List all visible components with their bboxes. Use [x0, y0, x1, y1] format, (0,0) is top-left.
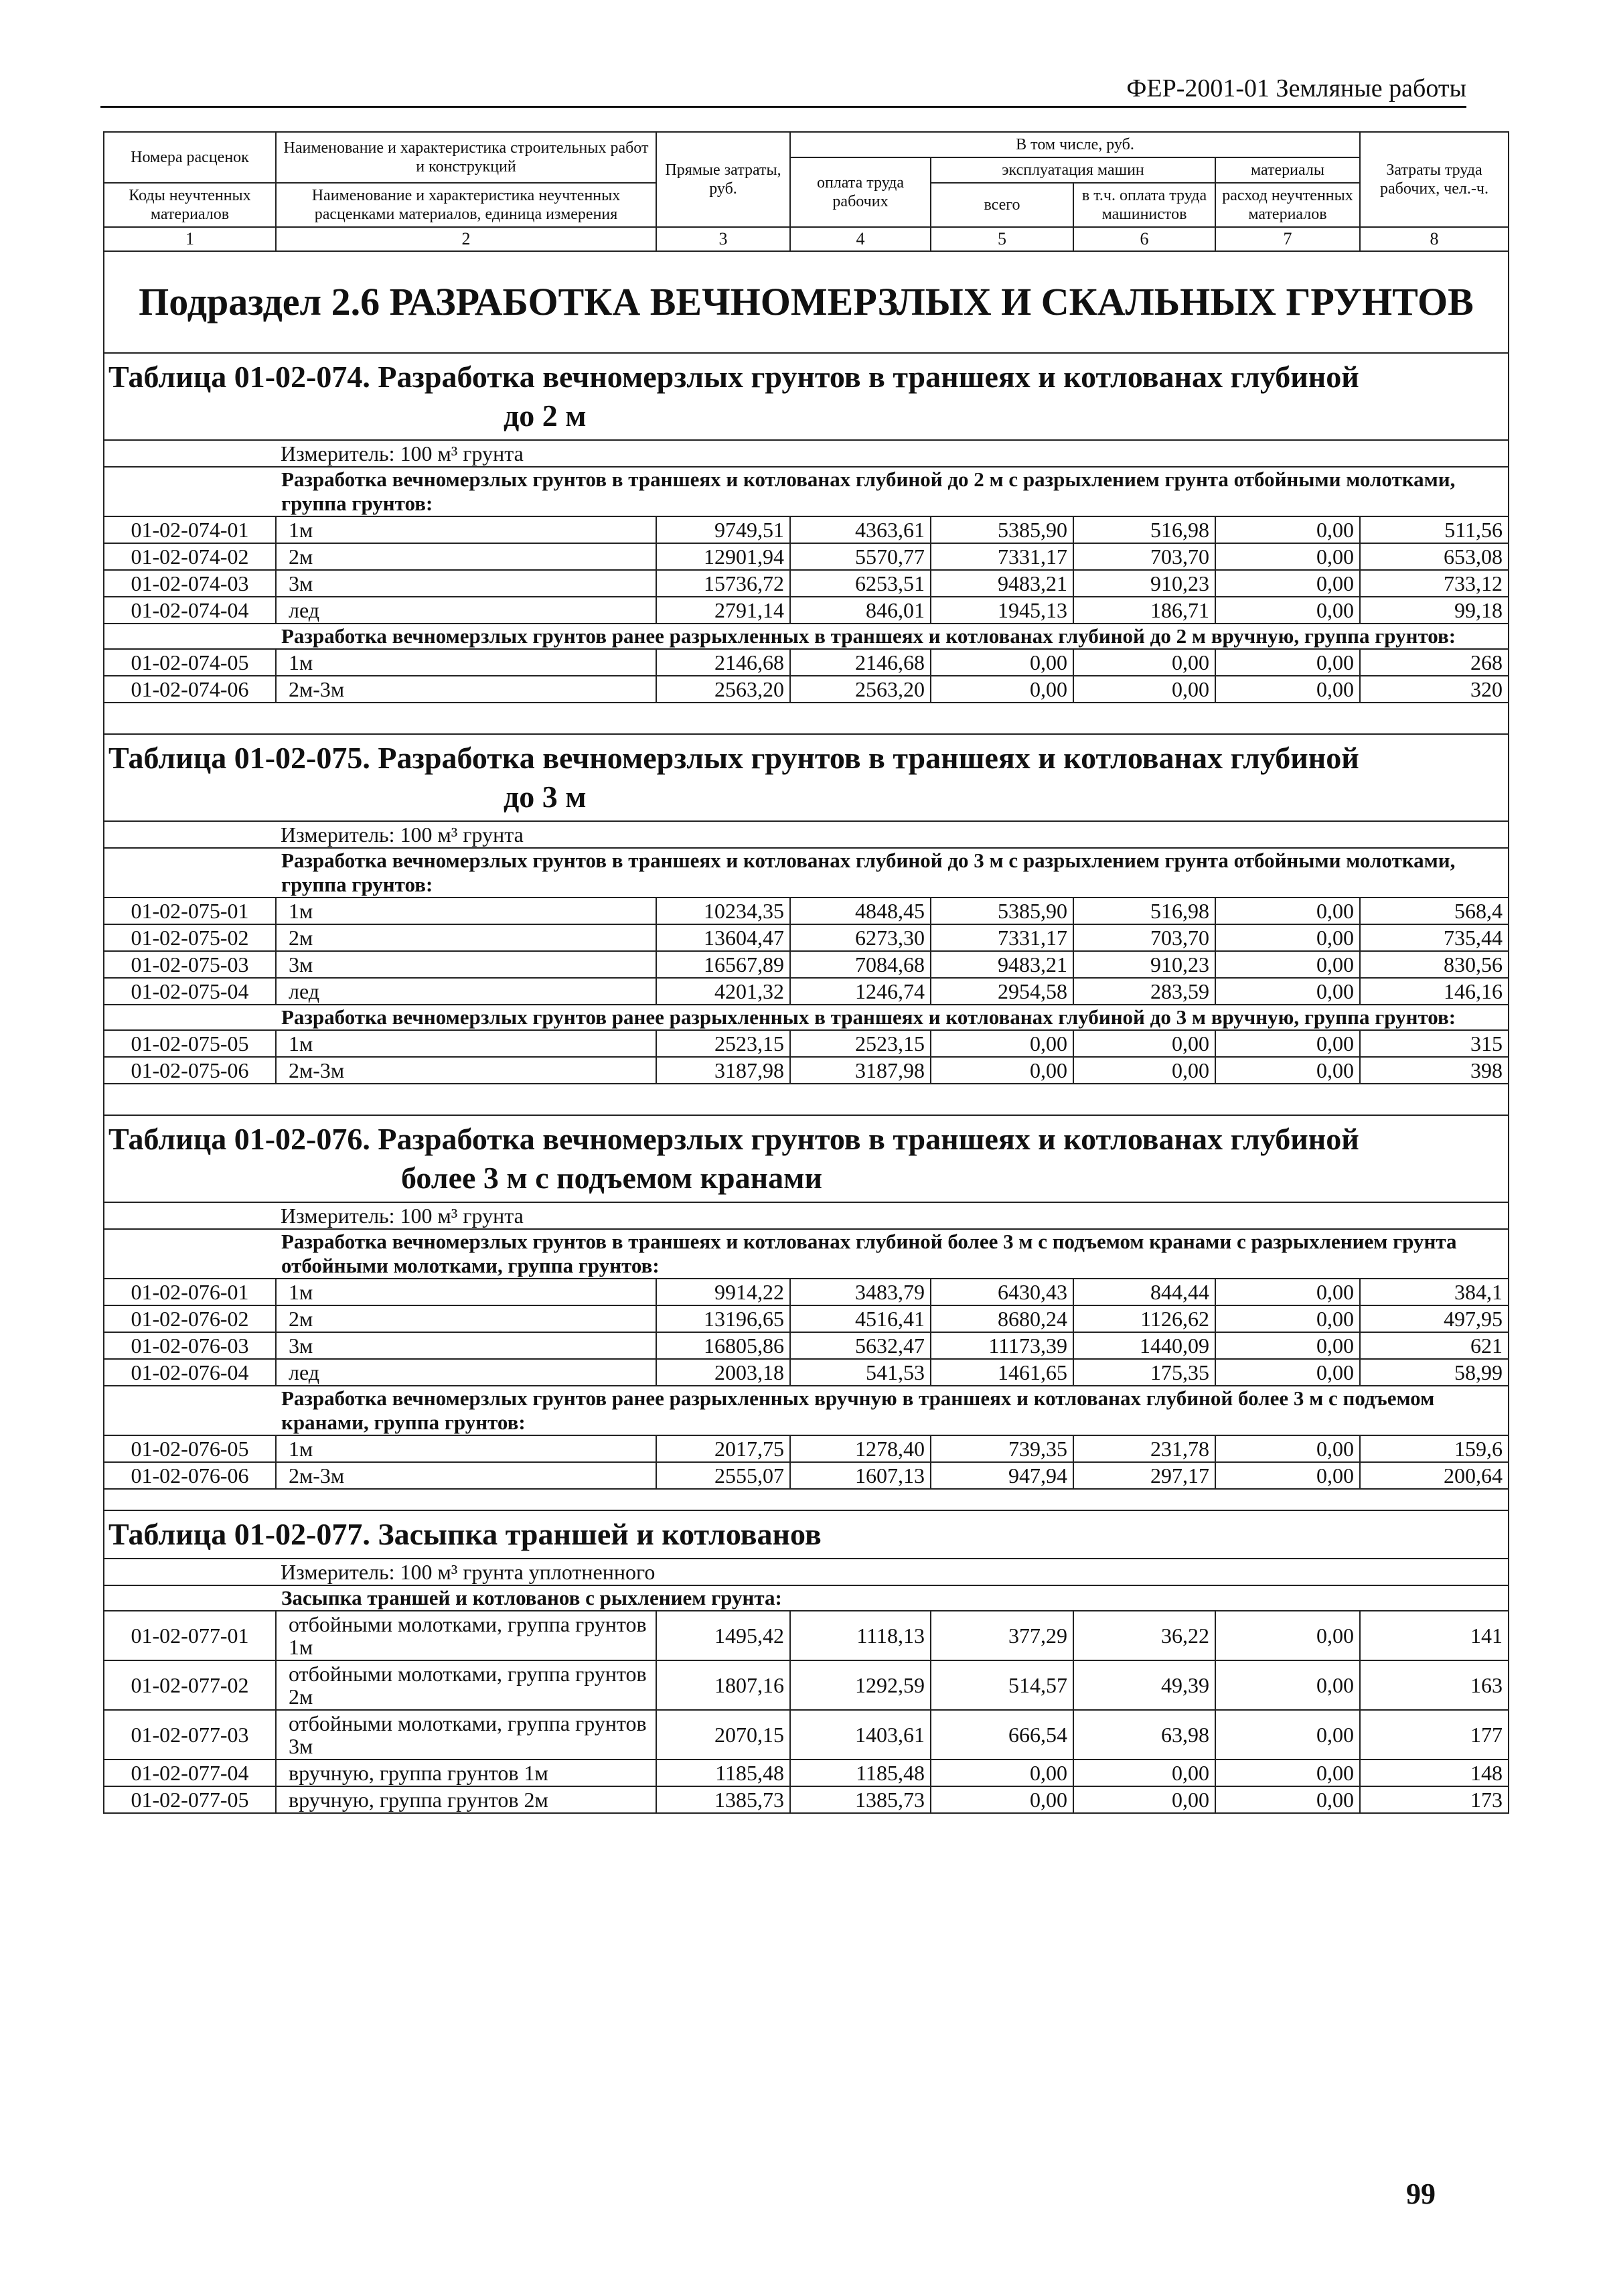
machines-total: 0,00: [931, 649, 1073, 676]
material-consumption: 0,00: [1215, 543, 1360, 570]
worker-pay: 1292,59: [790, 1660, 931, 1710]
work-name: 1м: [276, 516, 656, 543]
material-consumption: 0,00: [1215, 649, 1360, 676]
gap-cell: [104, 1489, 1509, 1510]
measure-unit: Измеритель: 100 м³ грунта: [281, 822, 524, 847]
rate-code: 01-02-075-04: [104, 978, 276, 1005]
operator-pay: 0,00: [1073, 676, 1215, 703]
header-row-1: [104, 132, 1509, 157]
column-number: 7: [1215, 227, 1360, 251]
labor-hours: 568,4: [1360, 898, 1509, 924]
section-row: [104, 251, 1509, 353]
direct-costs: 2070,15: [656, 1710, 790, 1760]
worker-pay: 4516,41: [790, 1305, 931, 1332]
table-row: [104, 898, 1509, 924]
direct-costs: 9749,51: [656, 516, 790, 543]
table-row: [104, 649, 1509, 676]
machines-total: 5385,90: [931, 516, 1073, 543]
column-number: 3: [656, 227, 790, 251]
labor-hours: 148: [1360, 1760, 1509, 1786]
rate-code: 01-02-074-02: [104, 543, 276, 570]
direct-costs: 2523,15: [656, 1030, 790, 1057]
group-heading: Разработка вечномерзлых грунтов ранее разрыхленных в траншеях и котлованах глубиной до 3 м вручную, группа грунтов:: [276, 1005, 1509, 1030]
measure-unit: Измеритель: 100 м³ грунта: [281, 441, 524, 465]
rate-code: 01-02-075-06: [104, 1057, 276, 1084]
labor-hours: 163: [1360, 1660, 1509, 1710]
labor-hours: 159,6: [1360, 1435, 1509, 1462]
section-title: Подраздел 2.6 РАЗРАБОТКА ВЕЧНОМЕРЗЛЫХ И СКАЛЬНЫХ ГРУНТОВ: [104, 251, 1509, 353]
machines-total: 0,00: [931, 1760, 1073, 1786]
group-heading-row: [104, 624, 1509, 649]
worker-pay: 541,53: [790, 1359, 931, 1386]
material-consumption: 0,00: [1215, 1462, 1360, 1489]
rate-code: 01-02-077-04: [104, 1760, 276, 1786]
measure-cell: [104, 440, 1509, 467]
machines-total: 1461,65: [931, 1359, 1073, 1386]
column-number: 2: [276, 227, 656, 251]
group-heading: Разработка вечномерзлых грунтов в траншеях и котлованах глубиной до 2 м с разрыхлением грунта отбойными молотками, группа грунтов:: [276, 467, 1509, 516]
table-row: [104, 951, 1509, 978]
table-row: [104, 1030, 1509, 1057]
page-header: [100, 72, 1466, 108]
table-row: [104, 1359, 1509, 1386]
table-row: [104, 1332, 1509, 1359]
group-heading: Засыпка траншей и котлованов с рыхлением грунта:: [276, 1585, 1509, 1611]
operator-pay: 175,35: [1073, 1359, 1215, 1386]
machines-total: 377,29: [931, 1611, 1073, 1660]
table-title-row: [104, 1115, 1509, 1202]
work-name: 1м: [276, 1435, 656, 1462]
table-row: [104, 1760, 1509, 1786]
column-numbers-row: [104, 227, 1509, 251]
rate-code: 01-02-074-06: [104, 676, 276, 703]
measure-unit: Измеритель: 100 м³ грунта: [281, 1204, 524, 1228]
labor-hours: 99,18: [1360, 597, 1509, 624]
worker-pay: 3483,79: [790, 1279, 931, 1305]
rate-code: 01-02-076-05: [104, 1435, 276, 1462]
col-rate-number-header: Номера расценок: [104, 132, 276, 183]
labor-hours: 58,99: [1360, 1359, 1509, 1386]
operator-pay: 0,00: [1073, 1760, 1215, 1786]
work-name: отбойными молотками, группа грунтов 3м: [276, 1710, 656, 1760]
table-row: [104, 1435, 1509, 1462]
table-title-row: [104, 1510, 1509, 1559]
direct-costs: 16567,89: [656, 951, 790, 978]
labor-hours: 830,56: [1360, 951, 1509, 978]
gap-cell: [104, 1084, 1509, 1115]
table-row: [104, 597, 1509, 624]
work-name: 2м: [276, 1305, 656, 1332]
worker-pay: 1607,13: [790, 1462, 931, 1489]
rate-code: 01-02-077-03: [104, 1710, 276, 1760]
group-heading-spacer: [104, 848, 276, 898]
machines-total: 2954,58: [931, 978, 1073, 1005]
direct-costs: 2017,75: [656, 1435, 790, 1462]
col-work-name-header: Наименование и характеристика строительных работ и конструкций: [276, 132, 656, 183]
material-consumption: 0,00: [1215, 597, 1360, 624]
material-consumption: 0,00: [1215, 1057, 1360, 1084]
material-consumption: 0,00: [1215, 1305, 1360, 1332]
worker-pay: 1278,40: [790, 1435, 931, 1462]
group-heading-spacer: [104, 1585, 276, 1611]
material-consumption: 0,00: [1215, 951, 1360, 978]
group-heading-spacer: [104, 624, 276, 649]
labor-hours: 735,44: [1360, 924, 1509, 951]
material-consumption: 0,00: [1215, 978, 1360, 1005]
machines-total: 5385,90: [931, 898, 1073, 924]
worker-pay: 846,01: [790, 597, 931, 624]
group-heading: Разработка вечномерзлых грунтов ранее разрыхленных вручную в траншеях и котлованах глубиной более 3 м с подъемом кранами, группа грунтов:: [276, 1386, 1509, 1435]
work-name: 2м: [276, 543, 656, 570]
group-heading-row: [104, 1229, 1509, 1279]
material-consumption: 0,00: [1215, 1435, 1360, 1462]
table-row: [104, 516, 1509, 543]
worker-pay: 1118,13: [790, 1611, 931, 1660]
worker-pay: 1246,74: [790, 978, 931, 1005]
machines-total: 739,35: [931, 1435, 1073, 1462]
measure-unit: Измеритель: 100 м³ грунта уплотненного: [281, 1560, 656, 1584]
labor-hours: 141: [1360, 1611, 1509, 1660]
rate-code: 01-02-077-05: [104, 1786, 276, 1813]
col-machines-total-header: всего: [931, 183, 1073, 227]
material-consumption: 0,00: [1215, 1359, 1360, 1386]
work-name: 1м: [276, 898, 656, 924]
column-number: 6: [1073, 227, 1215, 251]
worker-pay: 1185,48: [790, 1760, 931, 1786]
work-name: вручную, группа грунтов 1м: [276, 1760, 656, 1786]
operator-pay: 283,59: [1073, 978, 1215, 1005]
table-row: [104, 1710, 1509, 1760]
operator-pay: 0,00: [1073, 1786, 1215, 1813]
operator-pay: 0,00: [1073, 1057, 1215, 1084]
labor-hours: 653,08: [1360, 543, 1509, 570]
material-consumption: 0,00: [1215, 1611, 1360, 1660]
direct-costs: 2563,20: [656, 676, 790, 703]
worker-pay: 6253,51: [790, 570, 931, 597]
worker-pay: 7084,68: [790, 951, 931, 978]
operator-pay: 0,00: [1073, 649, 1215, 676]
machines-total: 7331,17: [931, 924, 1073, 951]
direct-costs: 2146,68: [656, 649, 790, 676]
rate-code: 01-02-074-04: [104, 597, 276, 624]
work-name: лед: [276, 1359, 656, 1386]
direct-costs: 10234,35: [656, 898, 790, 924]
work-name: отбойными молотками, группа грунтов 1м: [276, 1611, 656, 1660]
column-number: 1: [104, 227, 276, 251]
group-heading-row: [104, 1005, 1509, 1030]
rate-code: 01-02-077-02: [104, 1660, 276, 1710]
rate-code: 01-02-075-02: [104, 924, 276, 951]
worker-pay: 5632,47: [790, 1332, 931, 1359]
labor-hours: 146,16: [1360, 978, 1509, 1005]
group-heading: Разработка вечномерзлых грунтов ранее разрыхленных в траншеях и котлованах глубиной до 2 м вручную, группа грунтов:: [276, 624, 1509, 649]
labor-hours: 621: [1360, 1332, 1509, 1359]
col-including-header: В том числе, руб.: [790, 132, 1360, 157]
group-heading-row: [104, 467, 1509, 516]
material-consumption: 0,00: [1215, 1279, 1360, 1305]
work-name: вручную, группа грунтов 2м: [276, 1786, 656, 1813]
material-consumption: 0,00: [1215, 1760, 1360, 1786]
worker-pay: 1385,73: [790, 1786, 931, 1813]
labor-hours: 384,1: [1360, 1279, 1509, 1305]
rate-code: 01-02-076-03: [104, 1332, 276, 1359]
direct-costs: 9914,22: [656, 1279, 790, 1305]
rates-table: [103, 131, 1509, 1814]
table-row: [104, 570, 1509, 597]
material-consumption: 0,00: [1215, 1710, 1360, 1760]
operator-pay: 0,00: [1073, 1030, 1215, 1057]
labor-hours: 733,12: [1360, 570, 1509, 597]
table-title-line1: Таблица 01-02-076. Разработка вечномерзлых грунтов в траншеях и котлованах глубиной: [108, 1122, 1359, 1156]
table-row: [104, 1305, 1509, 1332]
operator-pay: 844,44: [1073, 1279, 1215, 1305]
direct-costs: 1807,16: [656, 1660, 790, 1710]
col-materials-header: материалы: [1215, 157, 1360, 183]
direct-costs: 1185,48: [656, 1760, 790, 1786]
col-material-codes-header: Коды неучтенных материалов: [104, 183, 276, 227]
direct-costs: 12901,94: [656, 543, 790, 570]
group-heading-spacer: [104, 1005, 276, 1030]
rate-code: 01-02-077-01: [104, 1611, 276, 1660]
group-heading-spacer: [104, 1386, 276, 1435]
operator-pay: 910,23: [1073, 570, 1215, 597]
work-name: 2м-3м: [276, 1057, 656, 1084]
labor-hours: 177: [1360, 1710, 1509, 1760]
labor-hours: 511,56: [1360, 516, 1509, 543]
operator-pay: 703,70: [1073, 543, 1215, 570]
group-heading-spacer: [104, 1229, 276, 1279]
table-title: [104, 734, 1509, 821]
machines-total: 0,00: [931, 1057, 1073, 1084]
table-row: [104, 1611, 1509, 1660]
work-name: 2м-3м: [276, 676, 656, 703]
column-number: 4: [790, 227, 931, 251]
material-consumption: 0,00: [1215, 1332, 1360, 1359]
col-material-consumption-header: расход неучтенных материалов: [1215, 183, 1360, 227]
material-consumption: 0,00: [1215, 676, 1360, 703]
direct-costs: 15736,72: [656, 570, 790, 597]
work-name: 2м-3м: [276, 1462, 656, 1489]
work-name: 2м: [276, 924, 656, 951]
work-name: лед: [276, 978, 656, 1005]
labor-hours: 320: [1360, 676, 1509, 703]
material-consumption: 0,00: [1215, 516, 1360, 543]
table-row: [104, 543, 1509, 570]
operator-pay: 63,98: [1073, 1710, 1215, 1760]
col-labor-hours-header: Затраты труда рабочих, чел.-ч.: [1360, 132, 1509, 227]
direct-costs: 3187,98: [656, 1057, 790, 1084]
group-heading-spacer: [104, 467, 276, 516]
material-consumption: 0,00: [1215, 1660, 1360, 1710]
table-title-row: [104, 353, 1509, 440]
machines-total: 0,00: [931, 676, 1073, 703]
group-heading-row: [104, 848, 1509, 898]
direct-costs: 2555,07: [656, 1462, 790, 1489]
rate-code: 01-02-075-05: [104, 1030, 276, 1057]
direct-costs: 1385,73: [656, 1786, 790, 1813]
material-consumption: 0,00: [1215, 898, 1360, 924]
operator-pay: 186,71: [1073, 597, 1215, 624]
col-worker-pay-header: оплата труда рабочих: [790, 157, 931, 227]
material-consumption: 0,00: [1215, 1030, 1360, 1057]
direct-costs: 13604,47: [656, 924, 790, 951]
table-title: [104, 1510, 1509, 1559]
worker-pay: 2523,15: [790, 1030, 931, 1057]
table-title-line1: Таблица 01-02-074. Разработка вечномерзлых грунтов в траншеях и котлованах глубиной: [108, 360, 1359, 394]
measure-row: [104, 821, 1509, 848]
work-name: отбойными молотками, группа грунтов 2м: [276, 1660, 656, 1710]
labor-hours: 497,95: [1360, 1305, 1509, 1332]
rate-code: 01-02-076-04: [104, 1359, 276, 1386]
labor-hours: 200,64: [1360, 1462, 1509, 1489]
table-title-line2: до 3 м: [504, 780, 587, 814]
worker-pay: 2563,20: [790, 676, 931, 703]
direct-costs: 4201,32: [656, 978, 790, 1005]
table-title-line2: более 3 м с подъемом кранами: [401, 1161, 822, 1195]
work-name: 1м: [276, 649, 656, 676]
direct-costs: 2791,14: [656, 597, 790, 624]
machines-total: 514,57: [931, 1660, 1073, 1710]
rate-code: 01-02-074-05: [104, 649, 276, 676]
col-operator-pay-header: в т.ч. оплата труда машинистов: [1073, 183, 1215, 227]
direct-costs: 1495,42: [656, 1611, 790, 1660]
group-heading: Разработка вечномерзлых грунтов в траншеях и котлованах глубиной до 3 м с разрыхлением грунта отбойными молотками, группа грунтов:: [276, 848, 1509, 898]
page-number: 99: [1406, 2177, 1436, 2210]
machines-total: 11173,39: [931, 1332, 1073, 1359]
table-title-line1: Таблица 01-02-075. Разработка вечномерзлых грунтов в траншеях и котлованах глубиной: [108, 741, 1359, 775]
operator-pay: 297,17: [1073, 1462, 1215, 1489]
col-direct-costs-header: Прямые затраты, руб.: [656, 132, 790, 227]
table-title-row: [104, 734, 1509, 821]
rate-code: 01-02-074-01: [104, 516, 276, 543]
col-material-name-header: Наименование и характеристика неучтенных расценками материалов, единица измерения: [276, 183, 656, 227]
work-name: 3м: [276, 951, 656, 978]
operator-pay: 1440,09: [1073, 1332, 1215, 1359]
work-name: 1м: [276, 1279, 656, 1305]
labor-hours: 173: [1360, 1786, 1509, 1813]
work-name: 3м: [276, 1332, 656, 1359]
measure-row: [104, 440, 1509, 467]
worker-pay: 1403,61: [790, 1710, 931, 1760]
operator-pay: 516,98: [1073, 516, 1215, 543]
worker-pay: 6273,30: [790, 924, 931, 951]
rate-code: 01-02-074-03: [104, 570, 276, 597]
table-row: [104, 1057, 1509, 1084]
direct-costs: 13196,65: [656, 1305, 790, 1332]
labor-hours: 315: [1360, 1030, 1509, 1057]
operator-pay: 231,78: [1073, 1435, 1215, 1462]
measure-row: [104, 1202, 1509, 1229]
worker-pay: 3187,98: [790, 1057, 931, 1084]
operator-pay: 516,98: [1073, 898, 1215, 924]
table-row: [104, 1786, 1509, 1813]
machines-total: 6430,43: [931, 1279, 1073, 1305]
worker-pay: 4848,45: [790, 898, 931, 924]
table-title-line2: до 2 м: [504, 399, 587, 433]
table-row: [104, 924, 1509, 951]
operator-pay: 36,22: [1073, 1611, 1215, 1660]
material-consumption: 0,00: [1215, 924, 1360, 951]
direct-costs: 16805,86: [656, 1332, 790, 1359]
work-name: 3м: [276, 570, 656, 597]
table-row: [104, 676, 1509, 703]
rate-code: 01-02-076-02: [104, 1305, 276, 1332]
machines-total: 666,54: [931, 1710, 1073, 1760]
labor-hours: 398: [1360, 1057, 1509, 1084]
table-gap: [104, 1084, 1509, 1115]
table-row: [104, 1462, 1509, 1489]
table-gap: [104, 703, 1509, 734]
col-machines-header: эксплуатация машин: [931, 157, 1215, 183]
worker-pay: 2146,68: [790, 649, 931, 676]
rate-code: 01-02-075-01: [104, 898, 276, 924]
operator-pay: 703,70: [1073, 924, 1215, 951]
rate-code: 01-02-076-01: [104, 1279, 276, 1305]
machines-total: 947,94: [931, 1462, 1073, 1489]
operator-pay: 49,39: [1073, 1660, 1215, 1710]
table-row: [104, 1660, 1509, 1710]
group-heading: Разработка вечномерзлых грунтов в траншеях и котлованах глубиной более 3 м с подъемом кранами с разрыхлением грунта отбойными молотками, группа грунтов:: [276, 1229, 1509, 1279]
machines-total: 0,00: [931, 1786, 1073, 1813]
rate-code: 01-02-075-03: [104, 951, 276, 978]
page-header-title: ФЕР-2001-01 Земляные работы: [1126, 74, 1466, 102]
measure-row: [104, 1559, 1509, 1585]
worker-pay: 5570,77: [790, 543, 931, 570]
table-title: [104, 1115, 1509, 1202]
work-name: лед: [276, 597, 656, 624]
group-heading-row: [104, 1585, 1509, 1611]
table-gap: [104, 1489, 1509, 1510]
measure-cell: [104, 1202, 1509, 1229]
material-consumption: 0,00: [1215, 570, 1360, 597]
machines-total: 9483,21: [931, 951, 1073, 978]
table-title-line1: Таблица 01-02-077. Засыпка траншей и котлованов: [108, 1517, 822, 1551]
machines-total: 8680,24: [931, 1305, 1073, 1332]
direct-costs: 2003,18: [656, 1359, 790, 1386]
table-title: [104, 353, 1509, 440]
group-heading-row: [104, 1386, 1509, 1435]
operator-pay: 910,23: [1073, 951, 1215, 978]
machines-total: 9483,21: [931, 570, 1073, 597]
rate-code: 01-02-076-06: [104, 1462, 276, 1489]
work-name: 1м: [276, 1030, 656, 1057]
column-number: 8: [1360, 227, 1509, 251]
material-consumption: 0,00: [1215, 1786, 1360, 1813]
measure-cell: [104, 821, 1509, 848]
table-row: [104, 1279, 1509, 1305]
operator-pay: 1126,62: [1073, 1305, 1215, 1332]
labor-hours: 268: [1360, 649, 1509, 676]
column-number: 5: [931, 227, 1073, 251]
gap-cell: [104, 703, 1509, 734]
machines-total: 1945,13: [931, 597, 1073, 624]
machines-total: 7331,17: [931, 543, 1073, 570]
measure-cell: [104, 1559, 1509, 1585]
table-row: [104, 978, 1509, 1005]
worker-pay: 4363,61: [790, 516, 931, 543]
machines-total: 0,00: [931, 1030, 1073, 1057]
